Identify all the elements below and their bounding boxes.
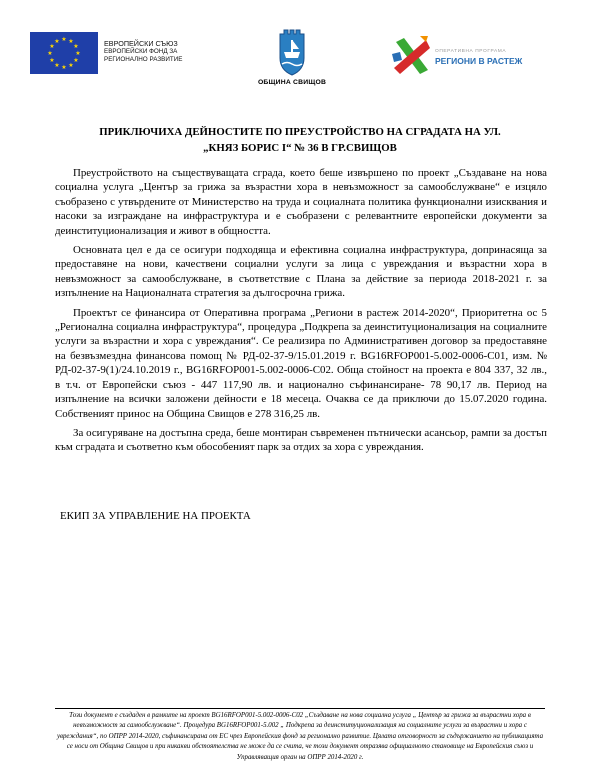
svg-text:★: ★ (73, 44, 79, 50)
opr-text (435, 49, 522, 66)
header-logos (0, 28, 600, 98)
svg-text:★: ★ (68, 63, 74, 69)
svg-text:★: ★ (61, 37, 67, 43)
svg-text:★: ★ (73, 58, 79, 64)
svg-text:★: ★ (47, 51, 53, 57)
eu-line-1: ЕВРОПЕЙСКИ СЪЮЗ (104, 39, 178, 48)
page-title (60, 124, 540, 156)
svg-text:★: ★ (75, 51, 81, 57)
municipality-logo (252, 28, 332, 98)
paragraph-2: Основната цел е да се осигури подходяща и ефективна социална инфраструктура, допринасяща за предоставяне на нови, качествени социални услуги за лица с увреждания и възрастни хора в невъзможност за самообслужване, в съответствие с Плана за действие за периода 2018-2021 г. за изпълнение на Националната стратегия за дългосрочна грижа. (55, 244, 547, 300)
eu-flag-icon (30, 32, 98, 74)
signature: ЕКИП ЗА УПРАВЛЕНИЕ НА ПРОЕКТА (60, 510, 251, 522)
opr-program-label: ОПЕРАТИВНА ПРОГРАМА (435, 49, 507, 54)
svg-text:★: ★ (49, 44, 55, 50)
svishtov-coat-of-arms-icon (275, 28, 309, 76)
title-line-2: „КНЯЗ БОРИС I“ № 36 В ГР.СВИЩОВ (203, 142, 397, 154)
municipality-name: ОБЩИНА СВИЩОВ (257, 79, 327, 86)
footer-disclaimer: Този документ е създаден в рамките на проект BG16RFOP001-5.002-0006-C02 „Създаване на нова социална услуга „ Център за грижа за възрастни хора в невъзможност за самообслужване“. Процедура BG16RFOP001-5.002 „ Подкрепа за деинституционализация на социалните услуги за възрастни и хора с увреждания“, по ОПРР 2014-2020, съфинансирана от ЕС чрез Европейския фонд за регионално развитие. Цялата отговорност за съдържанието на публикацията се носи от Община Свищов и при никакви обстоятелства не може да се счита, че този документ отразява официалното становище на Европейския съюз и Управляващия орган на ОПРР 2014-2020 г. (56, 712, 544, 761)
opr-program-name: РЕГИОНИ В РАСТЕЖ (435, 56, 523, 66)
footer-divider (55, 708, 545, 709)
article-body (55, 166, 547, 460)
paragraph-4: За осигуряване на достъпна среда, беше монтиран съвременен пътнически асансьор, рампи за достъп към сградата и съответно към обособеният парк за отдих за хора с увреждания. (55, 426, 547, 454)
paragraph-3: Проектът се финансира от Оперативна програма „Региони в растеж 2014-2020“, Приоритетна ос 5 „Регионална социална инфраструктура“, процедура „Подкрепа за деинституционализация на социалните услуги за възрастни и хора с увреждания“. Се реализира по Административен договор за предоставяне на безвъзмездна финансова помощ № РД-02-37-9/15.01.2019 г. BG16RFOP001-5.002-0006-C01, изм. № РД-02-37-9(1)/24.10.2019 г., BG16RFOP001-5.002-0006-C02. Обща стойност на проекта е 804 337, 32 лв., в т.ч. от Европейски съюз - 447 117,90 лв. и национално съфинансиране- 78 90,17 лв. Период на изпълнение на всички заложени дейности е 18 месеца. Очаква се да приключи до 15.07.2020 година. Собственият принос на Община Свищов е 278 316,25 лв. (55, 306, 547, 420)
paragraph-1: Преустройството на съществуващата сграда, което беше извършено по проект „Създаване на нова социална услуга „Център за грижа за възрастни хора в невъзможност за самообслужване“ е изцяло съобразено с утвърдените от Министерство на труда и социалната политика функционални изисквания и насоки за изграждане на инфраструктура и е съобразени с релевантните европейски документи за деинституционализация и живот в общността. (55, 167, 547, 237)
eu-line-3: РЕГИОНАЛНО РАЗВИТИЕ (104, 56, 183, 63)
opr-logo (390, 34, 550, 80)
svg-text:★: ★ (68, 39, 74, 45)
eu-line-2: ЕВРОПЕЙСКИ ФОНД ЗА (104, 48, 178, 55)
opr-cross-icon (390, 34, 434, 80)
title-line-1: ПРИКЛЮЧИХА ДЕЙНОСТИТЕ ПО ПРЕУСТРОЙСТВО НА СГРАДАТА НА УЛ. (99, 126, 501, 138)
svg-text:★: ★ (54, 63, 60, 69)
svg-text:★: ★ (49, 58, 55, 64)
svg-text:★: ★ (61, 65, 67, 71)
eu-logo-text (104, 40, 182, 64)
eu-logo (30, 32, 205, 74)
svg-text:★: ★ (54, 39, 60, 45)
